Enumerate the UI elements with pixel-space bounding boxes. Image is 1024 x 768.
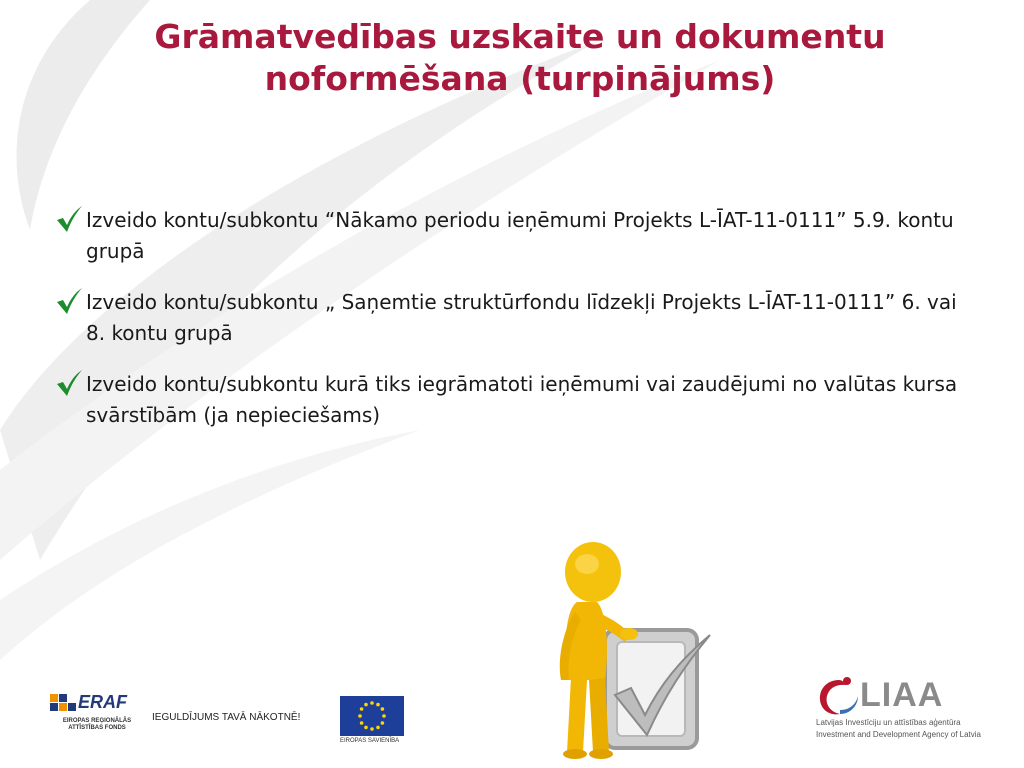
bullet-list	[52, 205, 962, 451]
bullet-item	[52, 205, 962, 267]
title-line-2: noformēšana (turpinājums)	[264, 59, 776, 98]
liaa-name: LIAA	[860, 676, 944, 714]
slogan-text: IEGULDĪJUMS TAVĀ NĀKOTNĒ!	[152, 712, 301, 723]
eraf-subtitle	[52, 718, 142, 732]
bullet-text: Izveido kontu/subkontu kurā tiks iegrāmatoti ieņēmumi vai zaudējumi no valūtas kursa svārstībām (ja nepieciešams)	[86, 372, 958, 427]
bullet-item	[52, 287, 962, 349]
bullet-text: Izveido kontu/subkontu „ Saņemtie struktūrfondu līdzekļi Projekts L-ĪAT-11-0111” 6. vai 8. kontu grupā	[86, 290, 957, 345]
eu-label: EIROPAS SAVIENĪBA	[340, 738, 400, 744]
liaa-subtitle-lv: Latvijas Investīciju un attīstības aģentūra	[816, 718, 961, 727]
figure-with-checkbox-illustration	[535, 520, 735, 765]
eraf-mark-icon	[50, 694, 76, 720]
bullet-item	[52, 369, 962, 431]
liaa-subtitle-en: Investment and Development Agency of Latvia	[816, 730, 981, 739]
eu-flag-icon	[340, 696, 404, 736]
bullet-text: Izveido kontu/subkontu “Nākamo periodu ieņēmumi Projekts L-ĪAT-11-0111” 5.9. kontu grupā	[86, 208, 954, 263]
footer-logos	[50, 690, 410, 750]
liaa-logo	[812, 672, 1002, 752]
checkmark-icon	[54, 205, 84, 233]
title-line-1: Grāmatvedības uzskaite un dokumentu	[154, 17, 886, 56]
slide-title	[70, 16, 970, 100]
eraf-subtitle-line-2: ATTĪSTĪBAS FONDS	[68, 725, 126, 731]
eraf-subtitle-line-1: EIROPAS REĢIONĀLĀS	[62, 718, 132, 724]
eraf-name: ERAF	[78, 692, 127, 712]
checkmark-icon	[54, 369, 84, 397]
checkmark-icon	[54, 287, 84, 315]
eraf-logo	[50, 690, 145, 745]
liaa-mark-icon	[816, 674, 862, 718]
